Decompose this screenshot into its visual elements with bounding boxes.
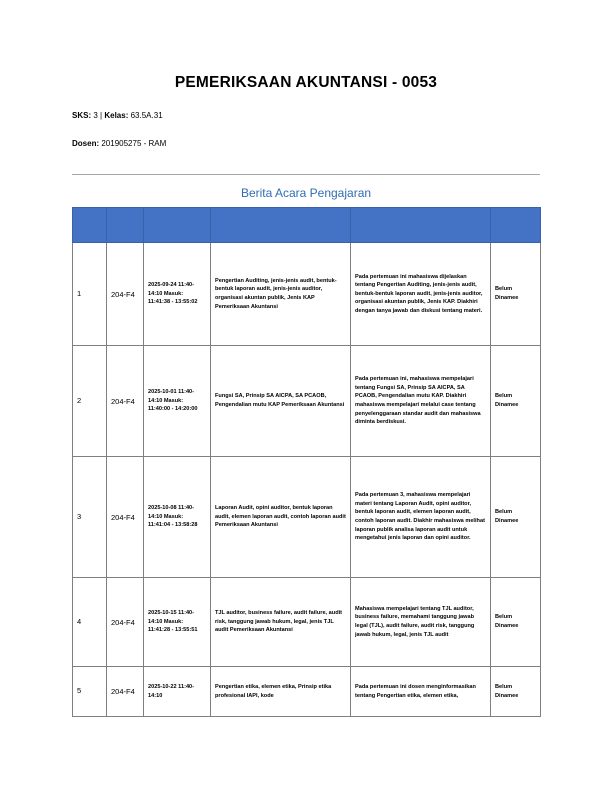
room-code: 204-F4 (107, 457, 144, 578)
header-cell-time (144, 208, 211, 243)
session-status: Belum Dinamee (491, 578, 541, 667)
header-cell-summary (351, 208, 491, 243)
session-summary: Mahasiswa mempelajari tentang TJL auditor, business failure, memahami tanggung jawab legal (TJL), audit failure, audit risk, tanggung jawab hukum, legal, jenis TJL audit (351, 578, 491, 667)
session-time: 2025-10-08 11:40-14:10 Masuk: 11:41:04 - 13:58:28 (144, 457, 211, 578)
session-time: 2025-10-01 11:40-14:10 Masuk: 11:40:00 - 14:20:00 (144, 346, 211, 457)
header-cell-no (73, 208, 107, 243)
kelas-label: Kelas: (104, 111, 129, 120)
sks-label: SKS: (72, 111, 92, 120)
meta-separator: | (100, 111, 103, 120)
session-time: 2025-09-24 11:40-14:10 Masuk: 11:41:38 - 13:55:02 (144, 243, 211, 346)
table-row (73, 667, 541, 717)
session-topic: TJL auditor, business failure, audit failure, audit risk, tanggung jawab hukum, legal, jenis TJL audit Pemeriksaan Akuntansi (211, 578, 351, 667)
table-row (73, 243, 541, 346)
table-row (73, 578, 541, 667)
kelas-value: 63.5A.31 (130, 111, 163, 120)
header-cell-topic (211, 208, 351, 243)
teaching-log-table (72, 207, 541, 717)
row-number: 2 (73, 346, 107, 457)
lecturer-line (72, 139, 166, 148)
row-number: 5 (73, 667, 107, 717)
header-cell-room (107, 208, 144, 243)
session-summary: Pada pertemuan 3, mahasiswa mempelajari materi tentang Laporan Audit, opini auditor, bentuk laporan audit, elemen laporan audit, contoh laporan audit. Diakhir mahasiswa melihat laporan publik analisa laporan audit untuk mengetahui jenis laporan dan opini auditor. (351, 457, 491, 578)
row-number: 3 (73, 457, 107, 578)
session-summary: Pada pertemuan ini dosen menginformasikan tentang Pengertian etika, elemen etika, (351, 667, 491, 717)
session-summary: Pada pertemuan ini, mahasiswa mempelajari tentang Fungsi SA, Prinsip SA AICPA, SA PCAOB, Pengendalian mutu KAP. Diakhiri mahasiswa mempelajari melalui case tentang penyelenggaraan standar audit dan mahasiswa diminta berdiskusi. (351, 346, 491, 457)
sks-value: 3 (93, 111, 98, 120)
section-title: Berita Acara Pengajaran (240, 186, 372, 200)
session-topic: Fungsi SA, Prinsip SA AICPA, SA PCAOB, Pengendalian mutu KAP Pemeriksaan Akuntansi (211, 346, 351, 457)
session-status: Belum Dinamee (491, 243, 541, 346)
section-divider (72, 174, 540, 175)
session-time: 2025-10-22 11:40-14:10 (144, 667, 211, 717)
table-row (73, 346, 541, 457)
session-topic: Laporan Audit, opini auditor, bentuk laporan audit, elemen laporan audit, contoh laporan audit Pemeriksaan Akuntansi (211, 457, 351, 578)
session-status: Belum Dinamee (491, 667, 541, 717)
dosen-value: 201905275 - RAM (101, 139, 167, 148)
room-code: 204-F4 (107, 243, 144, 346)
table-header-row (73, 208, 541, 243)
session-topic: Pengertian etika, elemen etika, Prinsip etika profesional IAPI, kode (211, 667, 351, 717)
room-code: 204-F4 (107, 346, 144, 457)
room-code: 204-F4 (107, 578, 144, 667)
document-title: PEMERIKSAAN AKUNTANSI - 0053 (174, 74, 438, 91)
session-status: Belum Dinamee (491, 457, 541, 578)
session-summary: Pada pertemuan ini mahasiswa dijelaskan tentang Pengertian Auditing, jenis-jenis audit, bentuk-bentuk laporan audit, jenis-jenis auditor, organisasi akuntan publik, Jenis KAP. Diakhiri dengan tanya jawab dan diskusi tentang materi. (351, 243, 491, 346)
room-code: 204-F4 (107, 667, 144, 717)
course-meta-line (72, 111, 163, 120)
session-status: Belum Dinamee (491, 346, 541, 457)
row-number: 4 (73, 578, 107, 667)
session-time: 2025-10-15 11:40-14:10 Masuk: 11:41:28 - 13:55:51 (144, 578, 211, 667)
header-cell-status (491, 208, 541, 243)
row-number: 1 (73, 243, 107, 346)
dosen-label: Dosen: (72, 139, 100, 148)
table-row (73, 457, 541, 578)
session-topic: Pengertian Auditing, jenis-jenis audit, bentuk-bentuk laporan audit, jenis-jenis auditor, organisasi akuntan publik, Jenis KAP Pemeriksaan Akuntansi (211, 243, 351, 346)
